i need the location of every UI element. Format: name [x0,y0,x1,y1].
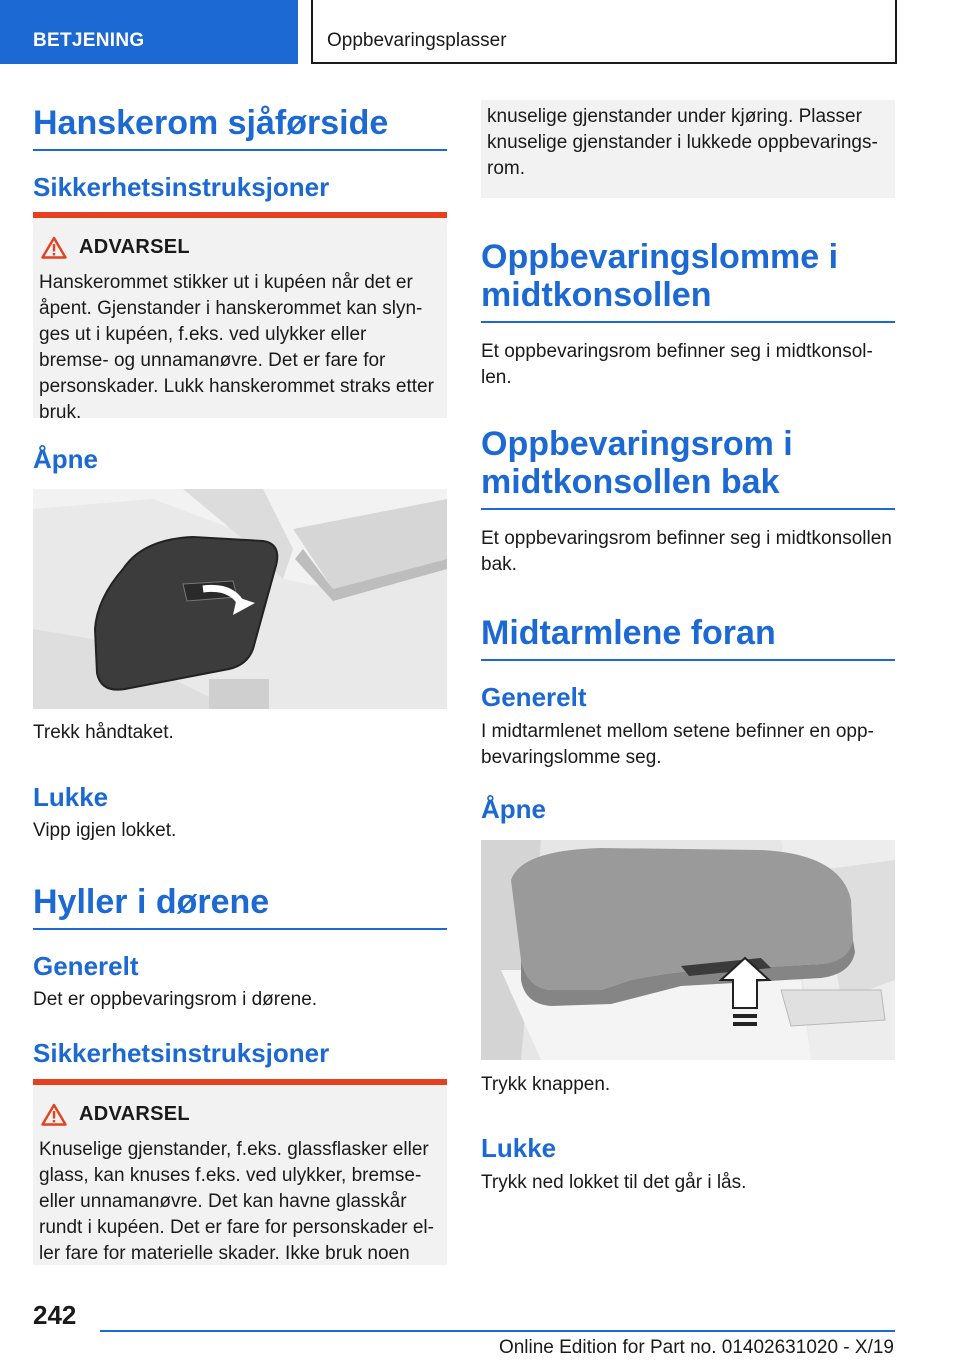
heading-console-pocket: Oppbevaringslomme i midtkonsollen [481,238,895,323]
heading-armrest-close: Lukke [481,1133,557,1163]
text-console-pocket: Et oppbevaringsrom befinner seg i midtkonsollen. [481,341,873,388]
heading-open: Åpne [33,444,98,474]
text-close: Vipp igjen lokket. [33,820,177,841]
heading-safety-1: Sikkerhetsinstruksjoner [33,172,330,202]
chapter-title: Oppbevaringsplasser [327,30,507,51]
warning-title-row [41,1103,190,1126]
warning-title: ADVARSEL [79,236,190,258]
heading-armrest-open: Åpne [481,794,546,824]
warning-box-2 [33,1079,447,1265]
heading-door-shelves: Hyller i dørene [33,883,447,930]
heading-armrest: Midtarmlene foran [481,614,895,661]
heading-close: Lukke [33,782,109,812]
glovebox-illustration [33,489,447,709]
warning-triangle-icon [41,236,67,259]
warning-title: ADVARSEL [79,1103,190,1125]
page-number: 242 [33,1300,77,1330]
heading-armrest-general: Generelt [481,682,587,712]
warning-triangle-icon [41,1103,67,1126]
footer-edition: Online Edition for Part no. 01402631020 - X/19 [498,1337,894,1358]
heading-glovebox: Hanskerom sjåførside [33,104,447,151]
warning-text-continued: knuselige gjenstander under kjøring. Plasser knuselige gjenstander i lukkede oppbevaringsrom. [487,106,878,179]
warning-text: Knuselige gjenstander, f.eks. glassflasker eller glass, kan knuses f.eks. ved ulykker, bremse- eller unnamanøvre. Det kan havne glasskår rundt i kupéen. Det er fare for personskader eller fare for materielle skader. Ikke bruk noen [39,1139,434,1264]
section-tab [0,0,298,64]
text-general: Det er oppbevaringsrom i dørene. [33,989,318,1010]
warning-text: Hanskerommet stikker ut i kupéen når det er åpent. Gjenstander i hanskerommet kan slynges ut i kupéen, f.eks. ved ulykker eller bremse- og unnamanøvre. Det er fare for personskader. Lukk hanskerommet straks etter bruk. [39,272,434,423]
footer-rule [100,1330,895,1332]
warning-box-2-continued [481,100,895,198]
text-rear-console: Et oppbevaringsrom befinner seg i midtkonsollen bak. [481,528,892,575]
caption-armrest-open: Trykk knappen. [481,1074,611,1095]
section-title: BETJENING [33,30,145,51]
heading-rear-console: Oppbevaringsrom i midtkonsollen bak [481,425,895,510]
warning-title-row [41,236,190,259]
caption-open: Trekk håndtaket. [33,722,174,743]
chapter-tab [311,0,897,64]
armrest-illustration [481,840,895,1060]
heading-safety-2: Sikkerhetsinstruksjoner [33,1038,330,1068]
text-armrest-general: I midtarmlenet mellom setene befinner en oppbevaringslomme seg. [481,721,874,768]
warning-box-1 [33,212,447,423]
heading-general: Generelt [33,951,139,981]
text-armrest-close: Trykk ned lokket til det går i lås. [481,1172,747,1193]
